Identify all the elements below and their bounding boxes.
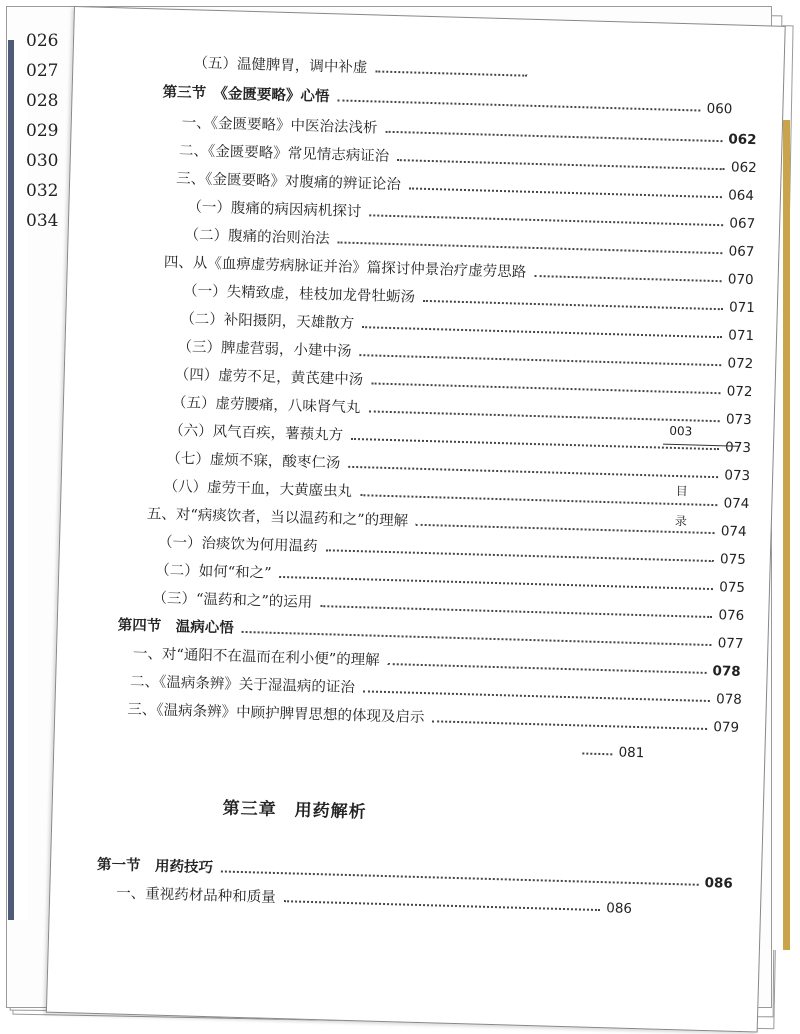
back-page-number: 030 — [26, 151, 59, 171]
toc-entry-title: （一）失精致虚，桂枝加龙骨牡蛎汤 — [182, 283, 416, 306]
toc-entry-title: 二、《温病条辨》关于湿温病的证治 — [129, 673, 356, 697]
toc-entry — [574, 737, 645, 761]
toc-leader-dots — [363, 689, 710, 702]
back-page-numbers — [26, 26, 58, 236]
toc-entry-title: 一、对“通阳不在温而在利小便”的理解 — [132, 645, 380, 669]
toc-entry-title: （一）腹痛的病因病机探讨 — [187, 199, 362, 221]
toc-entry-page: 078 — [715, 691, 743, 708]
back-page-number: 028 — [26, 91, 59, 111]
toc-entry-page: 062 — [730, 159, 757, 177]
toc-leader-dots — [371, 381, 721, 394]
toc-entry-page: 078 — [712, 663, 741, 680]
toc-entry-page: 079 — [713, 719, 740, 736]
toc-entry-page: 074 — [720, 523, 747, 540]
toc-entry-page: 062 — [728, 131, 757, 149]
toc-entry-title: 三、《金匮要略》对腹痛的辨证论治 — [175, 170, 402, 194]
toc-entry-page: 071 — [728, 327, 755, 345]
toc-leader-dots — [279, 575, 713, 590]
toc-leader-dots — [221, 869, 699, 885]
toc-entry-page: 073 — [724, 439, 752, 457]
toc-leader-dots — [432, 719, 707, 730]
toc-leader-dots — [409, 186, 722, 198]
toc-entry-page: 073 — [725, 411, 752, 429]
toc-entry-page: 074 — [723, 495, 750, 513]
toc-entry-title: （五）温健脾胃，调中补虚 — [193, 55, 368, 77]
toc-leader-dots — [375, 69, 527, 76]
toc-entry-page: 072 — [726, 383, 753, 401]
toc-leader-dots — [369, 213, 723, 226]
toc-entry-page: 081 — [618, 744, 645, 762]
back-page-number: 026 — [26, 31, 59, 51]
toc-entry-page: 072 — [727, 355, 754, 373]
toc-entry-title: 二、《金匮要略》常见情志病证治 — [178, 142, 390, 165]
toc-leader-dots — [534, 274, 722, 282]
toc-leader-dots — [242, 630, 712, 646]
toc-leader-dots — [284, 899, 601, 911]
toc-leader-dots — [337, 240, 722, 254]
toc-entry-title: （二）补阳摄阴，天雄散方 — [180, 311, 355, 332]
toc-leader-dots — [362, 325, 722, 338]
toc-leader-dots — [359, 353, 721, 366]
toc-entry-title: （三）“温药和之”的运用 — [152, 590, 313, 611]
toc-entry-page: 086 — [704, 874, 733, 892]
toc-leader-dots — [388, 662, 707, 674]
toc-entry-page: 071 — [728, 299, 756, 317]
toc-entry-title: 第四节 温病心悟 — [117, 617, 234, 637]
toc-entry-title: 三、《温病条辨》中顾护脾胃思想的体现及启示 — [127, 701, 425, 727]
back-page-number: 034 — [26, 211, 59, 231]
page-number: 003 — [669, 423, 693, 439]
toc-leader-dots — [320, 604, 712, 618]
back-page-number: 032 — [26, 181, 59, 201]
toc-entry-page: 077 — [717, 635, 744, 652]
toc-leader-dots — [368, 409, 720, 422]
toc-entry-page: 073 — [724, 467, 751, 485]
back-page-number: 029 — [26, 121, 59, 141]
toc-entry — [193, 50, 533, 81]
toc-entry-title: （三）脾虚营弱，小建中汤 — [177, 339, 352, 360]
toc-entry-page: 075 — [719, 551, 747, 568]
toc-entry-title: （四）虚劳不足，黄芪建中汤 — [174, 366, 364, 389]
toc-entry-title: （八）虚劳干血，大黄䗪虫丸 — [163, 478, 353, 500]
toc-entry-page: 086 — [606, 900, 633, 917]
side-label — [674, 476, 690, 536]
toc-entry-page: 070 — [727, 271, 754, 289]
toc-entry-title: （二）如何“和之” — [155, 562, 272, 582]
toc-leader-dots — [385, 130, 722, 142]
toc-entry-title: 一、《金匮要略》中医治法浅析 — [181, 115, 378, 137]
toc-entry-title: （一）治痰饮为何用温药 — [157, 534, 318, 556]
toc-leader-dots — [397, 158, 725, 170]
side-label-char: 目 — [675, 483, 688, 499]
toc-entry-page: 067 — [729, 215, 756, 233]
toc-entry-title: 第三节 《金匮要略》心悟 — [162, 84, 330, 106]
toc-leader-dots — [337, 98, 700, 111]
toc-entry-page: 064 — [727, 187, 755, 205]
toc-entry-title: （七）虚烦不寐，酸枣仁汤 — [166, 450, 341, 472]
toc-page — [46, 6, 786, 1032]
toc-entry-title: （六）风气百疾，薯蓣丸方 — [168, 422, 344, 444]
toc-leader-dots — [325, 548, 714, 562]
toc-entry-title: 第一节 用药技巧 — [96, 856, 214, 877]
toc-leader-dots — [416, 523, 715, 534]
toc-leader-dots — [348, 465, 718, 478]
toc-entry-title: （五）虚劳腰痛，八味肾气丸 — [171, 394, 361, 417]
toc-entry-title: 四、从《血痹虚劳病脉证并治》篇探讨仲景治疗虚劳思路 — [163, 254, 527, 281]
back-page-number: 027 — [26, 61, 59, 81]
toc-entry-title: 一、重视药材品种和质量 — [116, 885, 276, 906]
chapter-heading: 第三章 用药解析 — [222, 798, 367, 823]
toc-entry-page: 067 — [728, 243, 755, 261]
toc-leader-dots — [582, 751, 612, 755]
book-cover-edge-left — [8, 40, 28, 920]
toc-entry-page: 076 — [718, 607, 745, 624]
toc-leader-dots — [360, 493, 718, 506]
toc-leader-dots — [423, 299, 723, 310]
toc-entry-title: （二）腹痛的治则治法 — [184, 227, 330, 248]
toc-entry-page: 075 — [719, 579, 746, 596]
side-label-char: 录 — [674, 513, 688, 529]
toc-entry-page: 060 — [706, 100, 733, 118]
toc-entry-title: 五、对“病痰饮者，当以温药和之”的理解 — [146, 506, 409, 530]
